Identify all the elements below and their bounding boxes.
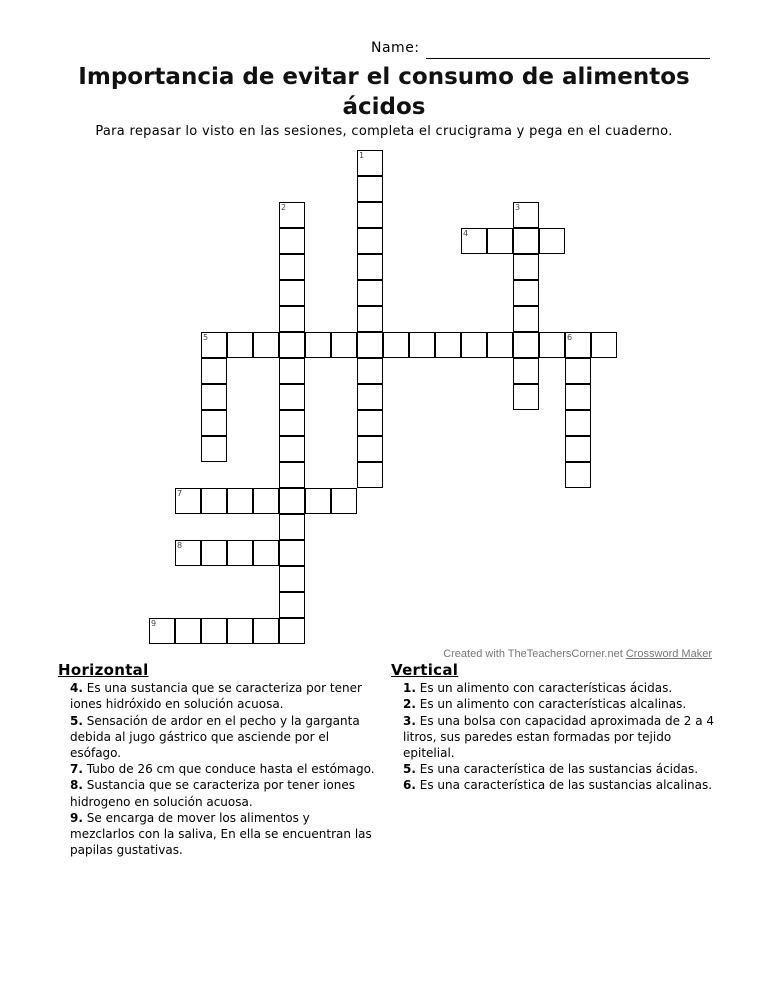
crossword-cell[interactable] (357, 176, 383, 202)
credit-line (443, 648, 712, 660)
clue-number: 3 (515, 203, 521, 212)
crossword-cell[interactable] (461, 332, 487, 358)
clue-down: 5. Es una característica de las sustancias ácidas. (403, 762, 699, 777)
crossword-cell[interactable] (539, 332, 565, 358)
crossword-cell[interactable] (565, 436, 591, 462)
crossword-cell[interactable] (357, 436, 383, 462)
crossword-cell[interactable] (279, 566, 305, 592)
clue-number: 1 (359, 151, 365, 160)
crossword-cell[interactable] (357, 150, 383, 176)
crossword-cell[interactable] (201, 618, 227, 644)
crossword-cell[interactable] (565, 332, 591, 358)
crossword-cell[interactable] (357, 280, 383, 306)
crossword-cell[interactable] (227, 332, 253, 358)
crossword-cell[interactable] (253, 540, 279, 566)
crossword-cell[interactable] (279, 306, 305, 332)
crossword-cell[interactable] (513, 202, 539, 228)
crossword-cell[interactable] (383, 332, 409, 358)
crossword-cell[interactable] (487, 228, 513, 254)
name-label: Name: (371, 40, 420, 56)
crossword-cell[interactable] (357, 332, 383, 358)
crossword-cell[interactable] (279, 384, 305, 410)
crossword-cell[interactable] (487, 332, 513, 358)
crossword-cell[interactable] (357, 306, 383, 332)
crossword-cell[interactable] (253, 618, 279, 644)
crossword-cell[interactable] (591, 332, 617, 358)
clue-across: 5. Sensación de ardor en el pecho y la garganta debida al jugo gástrico que asciende por el esófago. (70, 713, 360, 761)
clue-down: 6. Es una característica de las sustancias alcalinas. (403, 778, 713, 793)
crossword-cell[interactable] (227, 618, 253, 644)
crossword-cell[interactable] (331, 332, 357, 358)
crossword-cell[interactable] (279, 540, 305, 566)
clue-down: 1. Es un alimento con características ácidas. (403, 681, 673, 696)
crossword-cell[interactable] (357, 254, 383, 280)
crossword-cell[interactable] (201, 384, 227, 410)
crossword-cell[interactable] (227, 488, 253, 514)
crossword-cell[interactable] (201, 358, 227, 384)
crossword-cell[interactable] (305, 488, 331, 514)
crossword-maker-link[interactable]: Crossword Maker (625, 648, 712, 660)
crossword-cell[interactable] (279, 410, 305, 436)
crossword-cell[interactable] (279, 332, 305, 358)
crossword-cell[interactable] (253, 488, 279, 514)
crossword-cell[interactable] (175, 618, 201, 644)
clue-across: 4. Es una sustancia que se caracteriza por tener iones hidróxido en solución acuosa. (70, 681, 362, 712)
clue-number: 5 (203, 333, 209, 342)
across-heading: Horizontal (58, 661, 149, 679)
crossword-cell[interactable] (357, 384, 383, 410)
crossword-cell[interactable] (201, 410, 227, 436)
clue-down: 3. Es una bolsa con capacidad aproximada de 2 a 4 litros, sus paredes estan formadas por tejido epitelial. (403, 713, 715, 761)
crossword-cell[interactable] (513, 358, 539, 384)
crossword-cell[interactable] (279, 202, 305, 228)
clue-down: 2. Es un alimento con características alcalinas. (403, 697, 687, 712)
crossword-cell[interactable] (513, 228, 539, 254)
crossword-cell[interactable] (461, 228, 487, 254)
crossword-cell[interactable] (279, 358, 305, 384)
crossword-cell[interactable] (539, 228, 565, 254)
crossword-cell[interactable] (513, 332, 539, 358)
down-heading: Vertical (391, 661, 459, 679)
crossword-cell[interactable] (565, 410, 591, 436)
clue-number: 4 (463, 229, 469, 238)
crossword-cell[interactable] (565, 462, 591, 488)
clue-across: 9. Se encarga de mover los alimentos y mezclarlos con la saliva, En ella se encuentran las papilas gustativas. (70, 810, 372, 858)
crossword-cell[interactable] (279, 254, 305, 280)
crossword-cell[interactable] (357, 202, 383, 228)
crossword-cell[interactable] (279, 514, 305, 540)
crossword-cell[interactable] (565, 358, 591, 384)
instructions: Para repasar lo visto en las sesiones, completa el crucigrama y pega en el cuaderno. (95, 124, 673, 139)
crossword-cell[interactable] (227, 540, 253, 566)
crossword-cell[interactable] (279, 280, 305, 306)
crossword-cell[interactable] (357, 358, 383, 384)
crossword-cell[interactable] (279, 618, 305, 644)
crossword-cell[interactable] (175, 488, 201, 514)
crossword-cell[interactable] (201, 332, 227, 358)
crossword-cell[interactable] (565, 384, 591, 410)
crossword-cell[interactable] (175, 540, 201, 566)
across-clues (58, 662, 378, 858)
crossword-cell[interactable] (279, 462, 305, 488)
crossword-cell[interactable] (201, 436, 227, 462)
clue-number: 8 (177, 541, 183, 550)
credit-text: Created with TheTeachersCorner.net (443, 648, 623, 660)
crossword-cell[interactable] (513, 384, 539, 410)
page-title: Importancia de evitar el consumo de alimentos ácidos (78, 64, 690, 120)
crossword-cell[interactable] (201, 540, 227, 566)
crossword-cell[interactable] (357, 462, 383, 488)
crossword-cell[interactable] (149, 618, 175, 644)
crossword-cell[interactable] (201, 488, 227, 514)
name-line[interactable] (426, 58, 710, 59)
clue-number: 2 (281, 203, 287, 212)
crossword-cell[interactable] (435, 332, 461, 358)
crossword-cell[interactable] (513, 280, 539, 306)
crossword-cell[interactable] (409, 332, 435, 358)
crossword-cell[interactable] (279, 436, 305, 462)
crossword-cell[interactable] (305, 332, 331, 358)
crossword-cell[interactable] (279, 228, 305, 254)
clue-across: 8. Sustancia que se caracteriza por tener iones hidrogeno en solución acuosa. (70, 778, 355, 809)
crossword-cell[interactable] (513, 254, 539, 280)
crossword-cell[interactable] (279, 488, 305, 514)
crossword-cell[interactable] (253, 332, 279, 358)
crossword-cell[interactable] (513, 306, 539, 332)
clue-across: 7. Tubo de 26 cm que conduce hasta el estómago. (70, 762, 375, 777)
clue-number: 7 (177, 489, 183, 498)
crossword-cell[interactable] (331, 488, 357, 514)
crossword-cell[interactable] (279, 592, 305, 618)
crossword-cell[interactable] (357, 228, 383, 254)
clue-number: 9 (151, 619, 157, 628)
clue-number: 6 (567, 333, 573, 342)
down-clues (391, 662, 717, 794)
crossword-cell[interactable] (357, 410, 383, 436)
